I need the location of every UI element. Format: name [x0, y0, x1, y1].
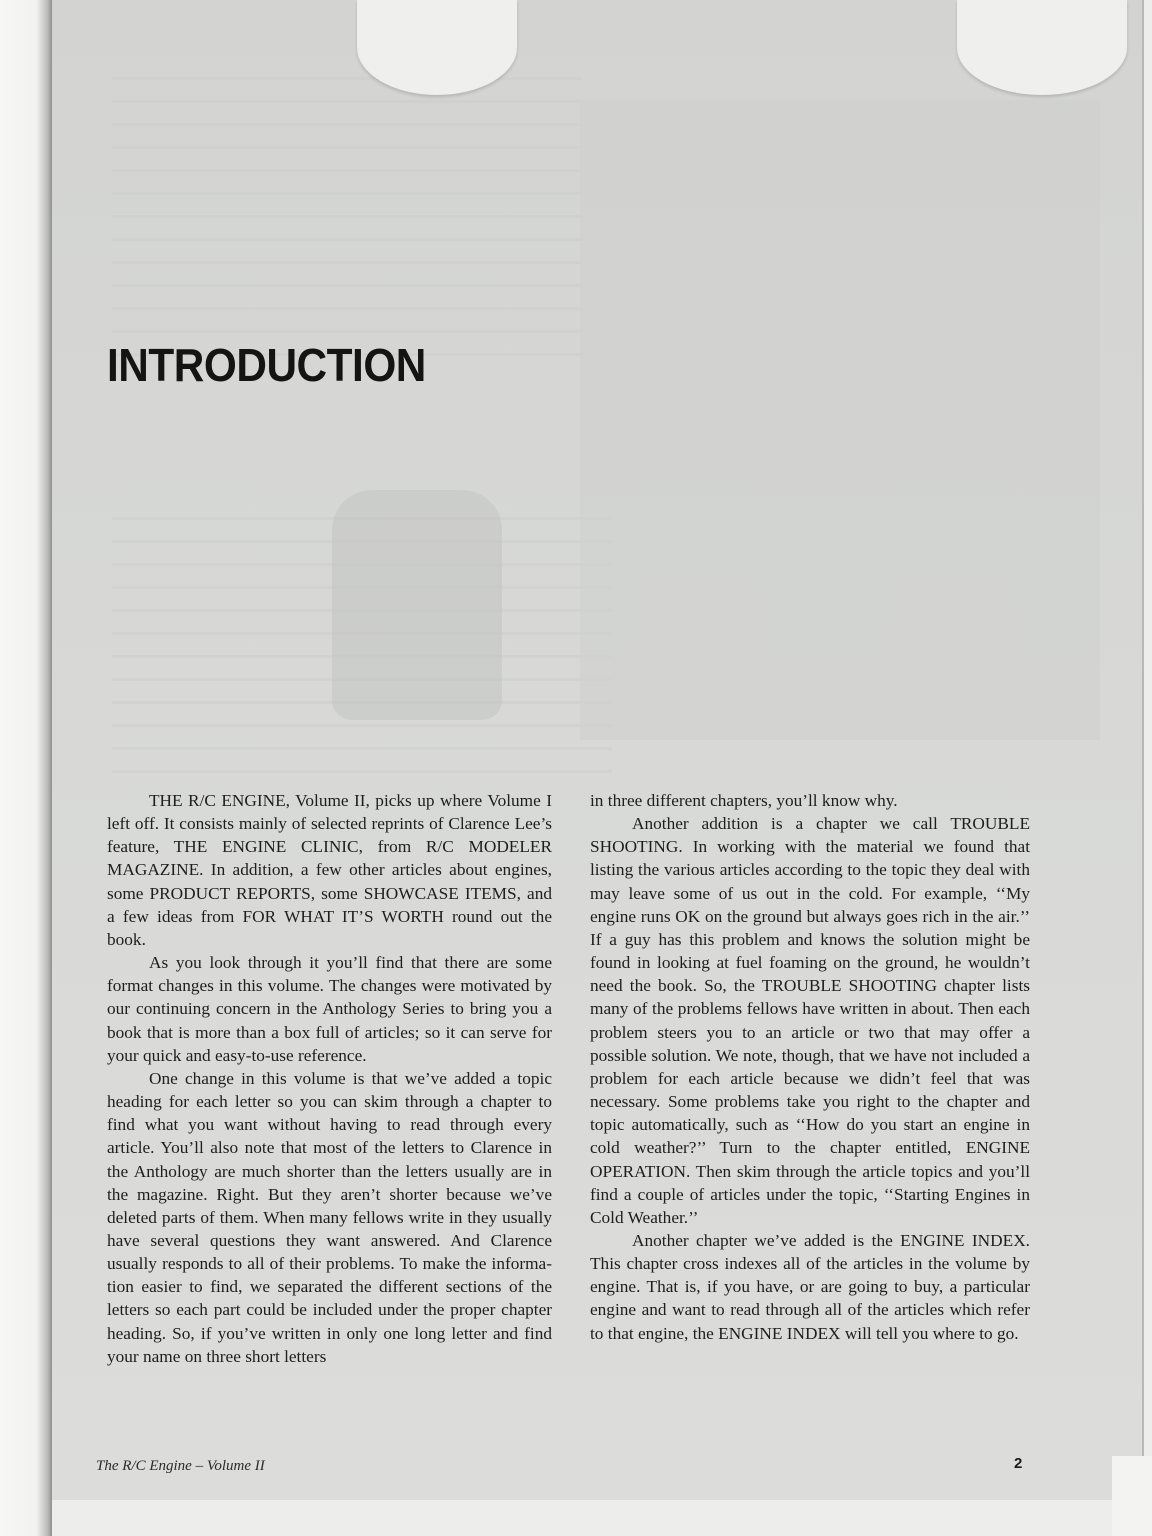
- paragraph: One change in this volume is that we’ve added a topic heading for each letter so you can skim through a chapter to find what you want without having to read through every article. You’ll also note that most of the letters to Clarence in the Anthology are much shorter than the letters usually are in the magazine. Right. But they aren’t shorter because we’ve deleted parts of them. When many fellows write in they usually have several questions they want answered. And Clarence usually responds to all of their problems. To make the information easier to find, we separated the different sections of the letters so each part could be included under the proper chapter heading. So, if you’ve written in only one long letter and find your name on three short letters: [107, 1068, 552, 1366]
- staple-tear-right: [957, 0, 1127, 95]
- running-footer-title: The R/C Engine – Volume II: [96, 1458, 265, 1474]
- right-column: [590, 789, 1030, 1345]
- paragraph: Another chapter we’ve added is the ENGINE INDEX. This chapter cross indexes all of the articles in the volume by engine. That is, if you have, or are going to buy, a particular engine and want to read through all of the articles which refer to that engine, the ENGINE INDEX will tell you where to go.: [590, 1230, 1030, 1343]
- bleed-through-column: [580, 100, 1100, 740]
- page-number: 2: [1014, 1455, 1023, 1472]
- left-column: [107, 789, 552, 1368]
- paragraph: Another addition is a chapter we call TROUBLE SHOOTING. In working with the material we found that listing the various articles according to the topic they deal with may leave some of us out in the cold. For example, ‘‘My engine runs OK on the ground but always goes rich in the air.’’ If a guy has this problem and knows the solution might be found in looking at fuel foaming on the ground, he wouldn’t need the book. So, the TROUBLE SHOOTING chapter lists many of the problems fellows have written in about. Then each problem steers you to an article or two that may offer a possible solution. We note, though, that we have not included a problem for each article because we didn’t feel that was necessary. Some problems take you right to the chapter and topic automatically, such as ‘‘How do you start an engine in cold weather?’’ Turn to the chapter entitled, ENGINE OPERATION. Then skim through the article topics and you’ll find a couple of articles under the topic, ‘‘Starting Engines in Cold Weather.’’: [590, 814, 1030, 1227]
- page-title: INTRODUCTION: [107, 339, 426, 391]
- staple-tear-left: [357, 0, 517, 95]
- paragraph-continuation: in three different chapters, you’ll know why.: [590, 791, 898, 810]
- book-binding-edge: [0, 0, 52, 1536]
- paragraph: As you look through it you’ll find that there are some format changes in this volume. The changes were motivated by our continuing concern in the Anthology Series to bring you a book that is more than a box full of articles; so it can serve for your quick and easy-to-use reference.: [107, 953, 552, 1065]
- bleed-through-text: [112, 60, 582, 370]
- bleed-through-engine-photo: [332, 490, 502, 720]
- background-corner: [1112, 1456, 1152, 1536]
- paragraph: THE R/C ENGINE, Volume II, picks up where Volume I left off. It consists mainly of selected reprints of Clarence Lee’s feature, THE ENGINE CLINIC, from R/C MODELER MAGAZINE. In addition, a few other articles about engines, some PRODUCT REPORTS, some SHOWCASE ITEMS, and a few ideas from FOR WHAT IT’S WORTH round out the book.: [107, 791, 552, 949]
